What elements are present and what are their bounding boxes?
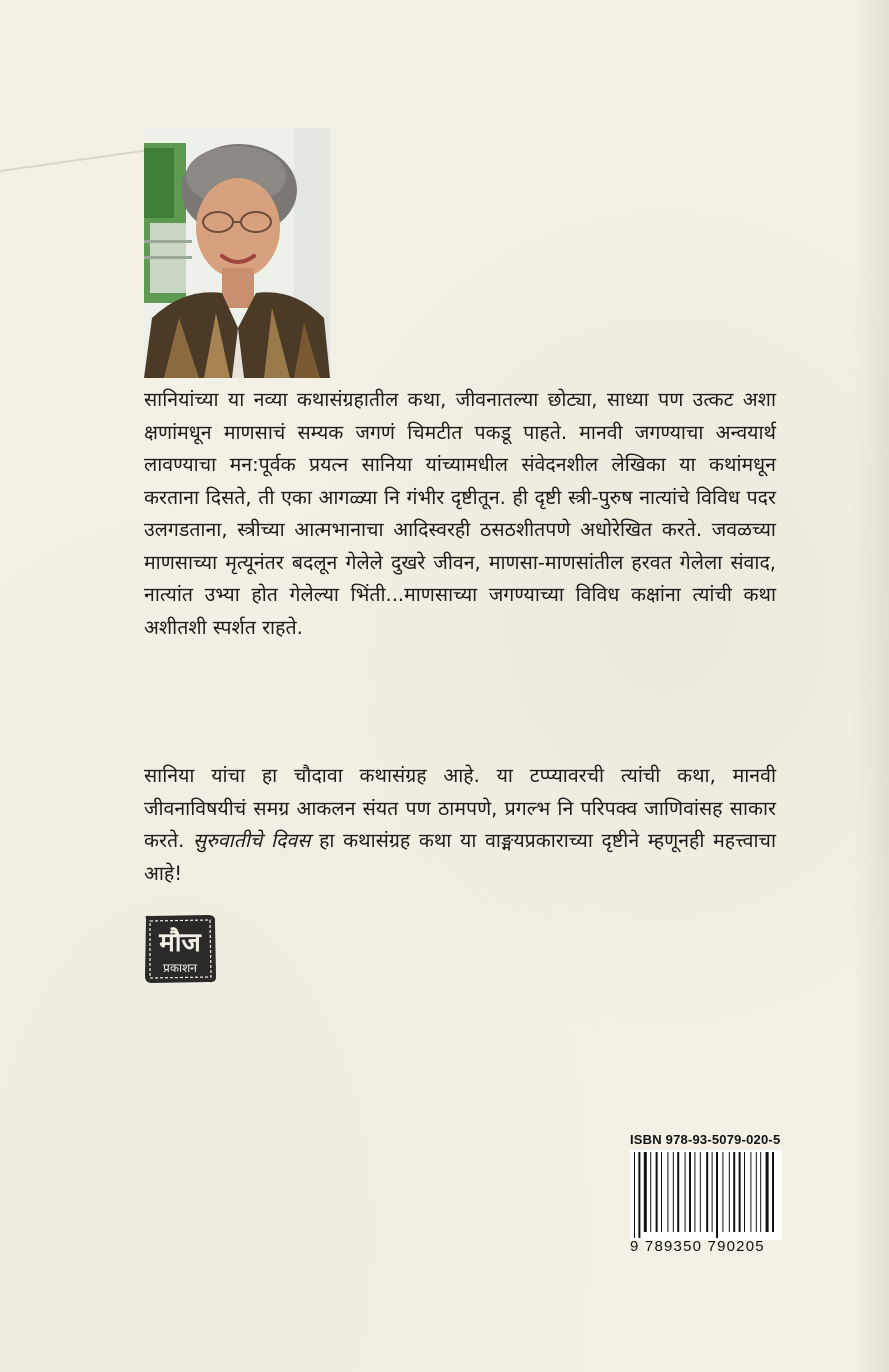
blurb-paragraph-1: सानियांच्या या नव्या कथासंग्रहातील कथा, जीवनातल्या छोट्या, साध्या पण उत्कट अशा क्षणांमधून माणसाचं सम्यक जगणं चिमटीत पकडू पाहते. मानवी जगण्याचा अन्वयार्थ लावण्याचा मन:पूर्वक प्रयत्न सानिया यांच्यामधील संवेदनशील लेखिका या कथांमधून करताना दिसते, ती एका आगळ्या नि गंभीर दृष्टीतून. ही दृष्टी स्त्री-पुरुष नात्यांचे विविध पदर उलगडताना, स्त्रीच्या आत्मभानाचा आदिस्वरही ठसठशीतपणे अधोरेखित करते. जवळच्या माणसाच्या मृत्यूनंतर बदलून गेलेले दुखरे जीवन, माणसा-माणसांतील हरवत गेलेला संवाद, नात्यांत उभ्या होत गेलेल्या भिंती...माणसाच्या जगण्याच्या विविध कक्षांना त्यांची कथा अशीतशी स्पर्शत राहते.: [144, 388, 776, 639]
barcode-bar: [744, 1152, 745, 1232]
barcode-bar: [656, 1152, 658, 1232]
barcode-bar: [706, 1152, 708, 1232]
barcode-bar: [729, 1152, 730, 1232]
barcode-bar: [700, 1152, 701, 1232]
cover-edge-shadow: [853, 0, 889, 1372]
barcode-bar: [634, 1152, 635, 1238]
book-title-italic: सुरुवातीचे दिवस: [192, 829, 311, 852]
publisher-logo-line1: मौज: [159, 928, 201, 958]
blurb-paragraph-2: [144, 760, 776, 890]
barcode-bar: [750, 1152, 751, 1232]
author-portrait-photo: [144, 128, 330, 378]
barcode-bar: [733, 1152, 735, 1232]
barcode-bar: [712, 1152, 713, 1232]
barcode-bar: [739, 1152, 741, 1232]
barcode-bar: [667, 1152, 668, 1232]
barcode-bar: [685, 1152, 686, 1232]
barcode-bar: [650, 1152, 651, 1232]
blurb-paragraph-2-text-end: हा कथासंग्रह कथा या वाङ्मयप्रकाराच्या दृष्टीने म्हणूनही महत्त्वाचा आहे!: [144, 829, 776, 885]
publisher-logo-line2: प्रकाशन: [163, 961, 197, 975]
barcode-bar: [766, 1152, 769, 1232]
barcode-bar: [638, 1152, 640, 1238]
cover-crease: [0, 148, 159, 172]
barcode-bar: [694, 1152, 695, 1232]
barcode-bar: [673, 1152, 674, 1232]
isbn-label: ISBN 978-93-5079-020-5: [630, 1132, 781, 1147]
barcode-icon: [630, 1150, 782, 1240]
barcode-bar: [772, 1152, 774, 1232]
barcode-bar: [677, 1152, 679, 1232]
barcode-bar: [689, 1152, 691, 1232]
barcode-bar: [644, 1152, 647, 1232]
barcode-bar: [716, 1152, 718, 1238]
publisher-stamp-logo: [142, 913, 218, 985]
barcode-bar: [756, 1152, 757, 1232]
blurb-paragraph-2-text-start: सानिया यांचा हा चौदावा कथासंग्रह आहे. या टप्प्यावरची त्यांची कथा, मानवी जीवनाविषयीचं समग्र आकलन संयत पण ठामपणे, प्रगल्भ नि परिपक्व जाणिवांसह साकार करते.: [144, 764, 776, 852]
barcode-bar: [760, 1152, 761, 1232]
barcode-digits: 9 789350 790205: [630, 1238, 765, 1255]
barcode-bar: [661, 1152, 662, 1232]
barcode-bar: [722, 1152, 723, 1232]
